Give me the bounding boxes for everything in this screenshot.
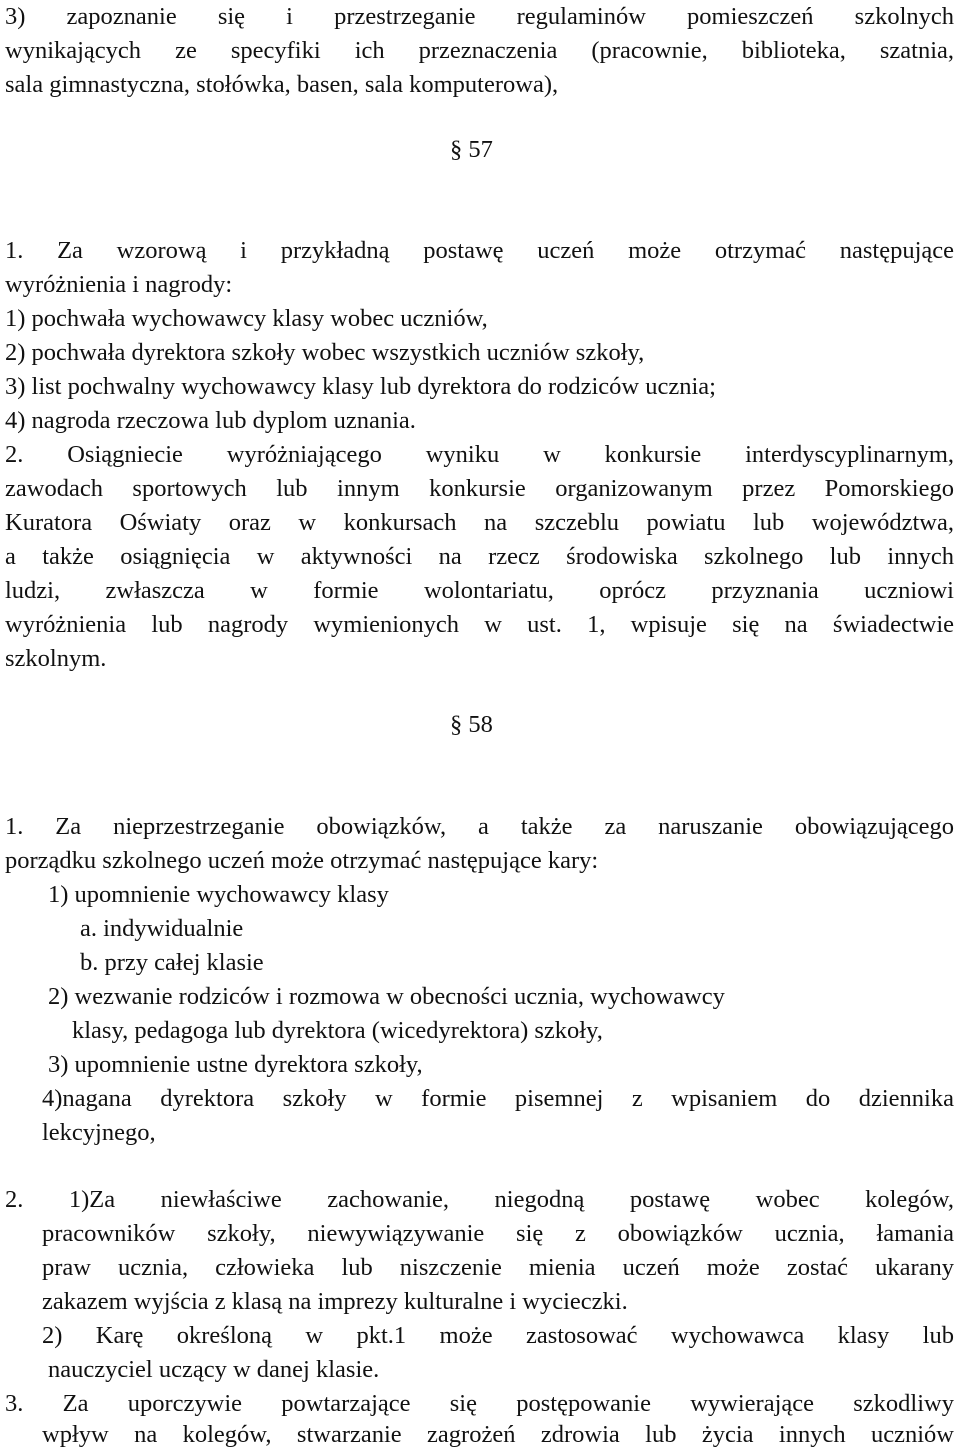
list-item: 4) nagroda rzeczowa lub dyplom uznania. bbox=[5, 407, 416, 434]
paragraph-line: zawodach sportowych lub innym konkursie organizowanym przez Pomorskiego bbox=[5, 475, 954, 502]
paragraph-line: Kuratora Oświaty oraz w konkursach na szczeblu powiatu lub województwa, bbox=[5, 509, 954, 536]
paragraph-line: 1. Za wzorową i przykładną postawę uczeń może otrzymać następujące bbox=[5, 237, 954, 264]
paragraph-line: 3) zapoznanie się i przestrzeganie regulaminów pomieszczeń szkolnych bbox=[5, 3, 954, 30]
paragraph-line: ludzi, zwłaszcza w formie wolontariatu, oprócz przyznania uczniowi bbox=[5, 577, 954, 604]
paragraph-line: wynikających ze specyfiki ich przeznaczenia (pracownie, biblioteka, szatnia, bbox=[5, 37, 954, 64]
list-item: 2) Karę określoną w pkt.1 może zastosować wychowawca klasy lub bbox=[42, 1322, 954, 1349]
paragraph-line: pracowników szkoły, niewywiązywanie się z obowiązków ucznia, łamania bbox=[42, 1220, 954, 1247]
paragraph-line: praw ucznia, człowieka lub niszczenie mienia uczeń może zostać ukarany bbox=[42, 1254, 954, 1281]
paragraph-line: szkolnym. bbox=[5, 645, 107, 672]
list-item: 2) wezwanie rodziców i rozmowa w obecności ucznia, wychowawcy bbox=[48, 983, 725, 1010]
list-item: 3) list pochwalny wychowawcy klasy lub dyrektora do rodziców ucznia; bbox=[5, 373, 716, 400]
list-item: 2) pochwała dyrektora szkoły wobec wszystkich uczniów szkoły, bbox=[5, 339, 645, 366]
paragraph-line: a także osiągnięcia w aktywności na rzecz środowiska szkolnego lub innych bbox=[5, 543, 954, 570]
list-item: 1) pochwała wychowawcy klasy wobec uczniów, bbox=[5, 305, 488, 332]
list-item: 3) upomnienie ustne dyrektora szkoły, bbox=[48, 1051, 423, 1078]
paragraph-line: wyróżnienia i nagrody: bbox=[5, 271, 233, 298]
paragraph-line: zakazem wyjścia z klasą na imprezy kulturalne i wycieczki. bbox=[42, 1288, 628, 1315]
paragraph-line: 2. 1)Za niewłaściwe zachowanie, niegodną postawę wobec kolegów, bbox=[5, 1186, 954, 1213]
paragraph-line: porządku szkolnego uczeń może otrzymać następujące kary: bbox=[5, 847, 599, 874]
paragraph-line: 1. Za nieprzestrzeganie obowiązków, a także za naruszanie obowiązującego bbox=[5, 813, 954, 840]
list-item-continuation: klasy, pedagoga lub dyrektora (wicedyrektora) szkoły, bbox=[72, 1017, 603, 1044]
list-item-continuation: lekcyjnego, bbox=[42, 1119, 156, 1146]
section-heading-58: § 58 bbox=[450, 711, 493, 738]
list-item: 4)nagana dyrektora szkoły w formie pisemnej z wpisaniem do dziennika bbox=[42, 1085, 954, 1112]
paragraph-line: wyróżnienia lub nagrody wymienionych w ust. 1, wpisuje się na świadectwie bbox=[5, 611, 954, 638]
list-item-continuation: nauczyciel uczący w danej klasie. bbox=[48, 1356, 380, 1383]
paragraph-line: 3. Za uporczywie powtarzające się postępowanie wywierające szkodliwy bbox=[5, 1390, 954, 1417]
paragraph-line: wpływ na kolegów, stwarzanie zagrożeń zdrowia lub życia innych uczniów bbox=[42, 1421, 954, 1448]
paragraph-line: 2. Osiągniecie wyróżniającego wyniku w konkursie interdyscyplinarnym, bbox=[5, 441, 954, 468]
sub-list-item: b. przy całej klasie bbox=[80, 949, 264, 976]
list-item: 1) upomnienie wychowawcy klasy bbox=[48, 881, 389, 908]
paragraph-line: sala gimnastyczna, stołówka, basen, sala komputerowa), bbox=[5, 71, 559, 98]
section-heading-57: § 57 bbox=[450, 136, 493, 163]
sub-list-item: a. indywidualnie bbox=[80, 915, 244, 942]
